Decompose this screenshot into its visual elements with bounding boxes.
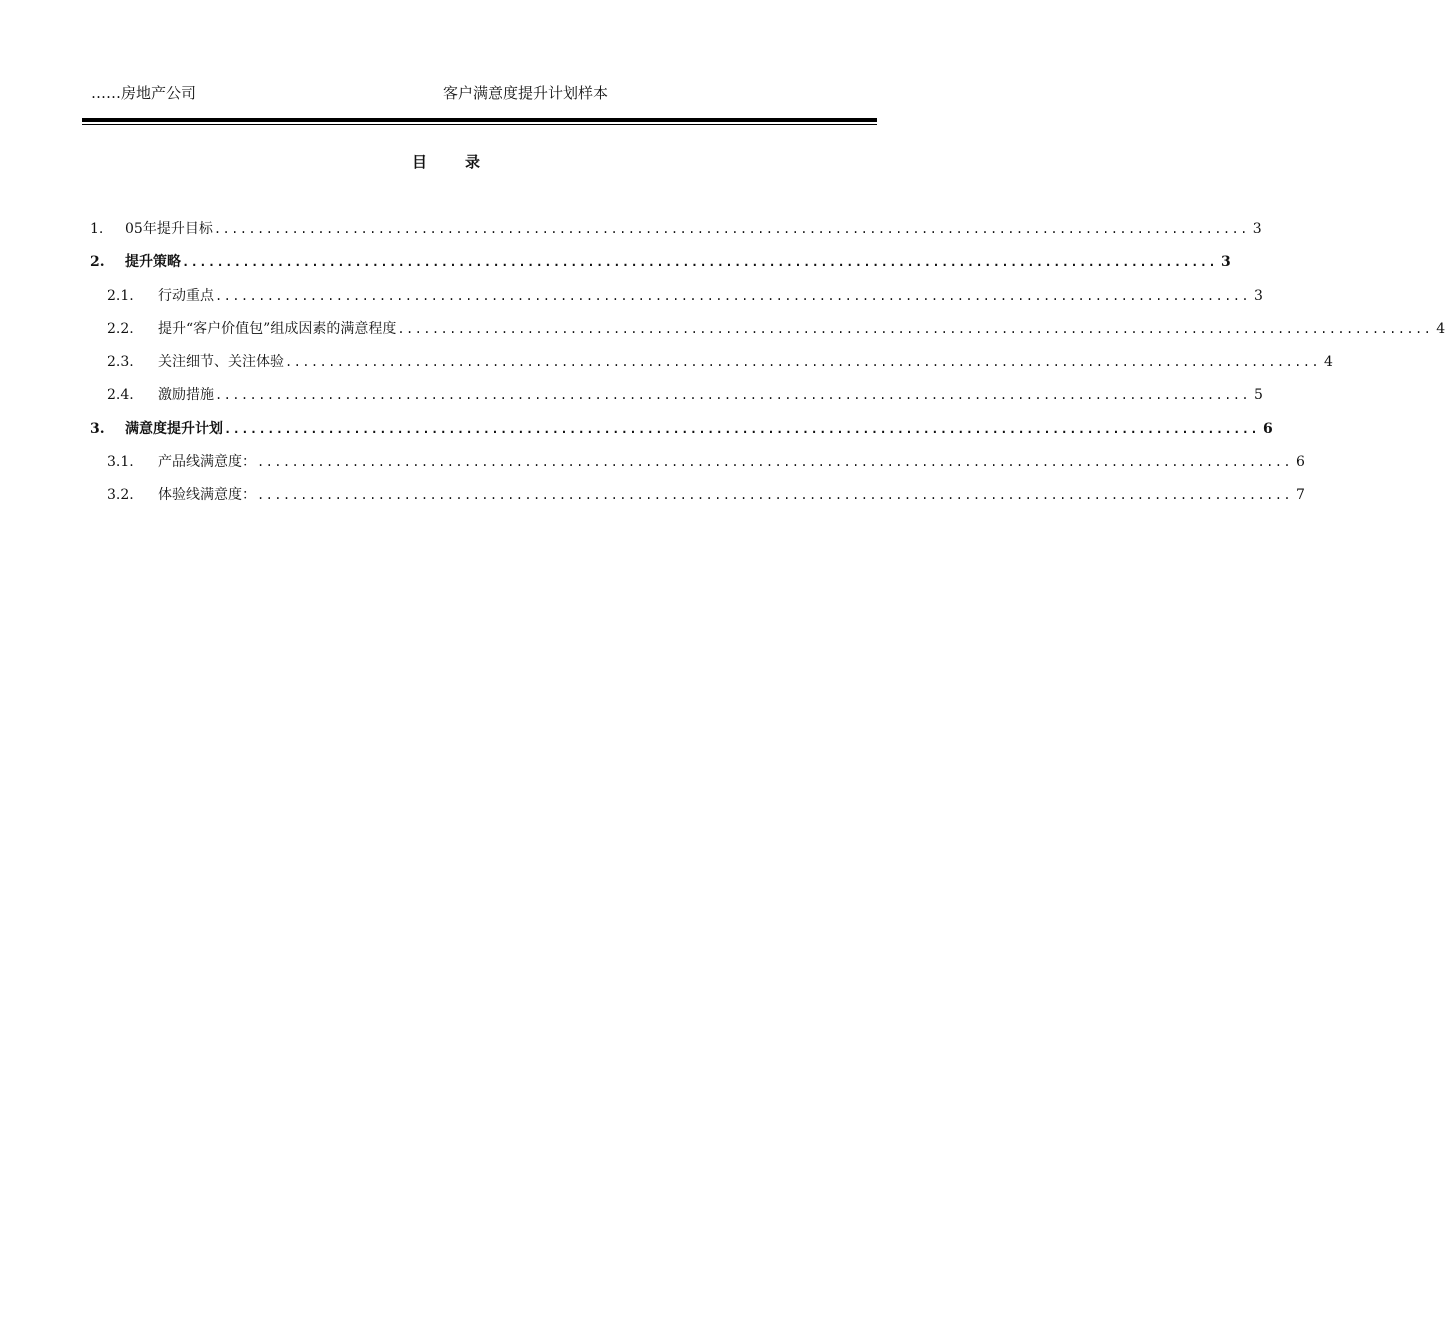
- toc-entry-number: 1.: [90, 221, 104, 237]
- toc-entry-title: 提升策略: [125, 254, 181, 271]
- toc-entry[interactable]: [90, 251, 1231, 284]
- header-rule-thin: [82, 124, 877, 125]
- toc-entry[interactable]: [90, 285, 1263, 318]
- toc-dot-leader: ........................................................................................................................: [285, 355, 1320, 370]
- toc-entry-page-number: 3: [1252, 221, 1262, 237]
- toc-entry-page-number: 4: [1323, 354, 1333, 371]
- toc-entry[interactable]: [90, 318, 1445, 351]
- toc-entry-number: 2.3.: [107, 354, 134, 371]
- header-document-title: 客户满意度提升计划样本: [443, 84, 609, 102]
- toc-entry-page-number: 4: [1436, 320, 1445, 337]
- toc-entry-title: 满意度提升计划: [125, 420, 223, 437]
- header-rule-thick: [82, 118, 877, 122]
- toc-dot-leader: ........................................................................................................................: [224, 421, 1259, 436]
- toc-dot-leader: ........................................................................................................................: [215, 288, 1250, 303]
- toc-entry-page-number: 3: [1253, 287, 1263, 304]
- toc-dot-leader: ........................................................................................................................: [397, 321, 1433, 336]
- toc-entry-title: 行动重点: [158, 287, 214, 304]
- toc-entry[interactable]: [90, 451, 1305, 484]
- table-of-contents: [90, 218, 1445, 518]
- toc-entry-number: 2.: [90, 254, 105, 271]
- toc-entry-number: 2.1.: [107, 287, 134, 304]
- toc-dot-leader: ........................................................................................................................: [182, 255, 1217, 270]
- toc-entry[interactable]: [90, 384, 1263, 417]
- toc-entry[interactable]: [90, 218, 1262, 251]
- toc-entry-title: 体验线满意度：: [158, 487, 256, 504]
- toc-entry-title: 关注细节、关注体验: [158, 354, 284, 371]
- toc-entry-page-number: 3: [1220, 254, 1231, 271]
- toc-entry-page-number: 6: [1262, 420, 1273, 437]
- toc-entry-page-number: 7: [1295, 487, 1305, 504]
- toc-entry-number: 3.2.: [107, 487, 134, 504]
- toc-entry-number: 2.4.: [107, 387, 134, 404]
- page-header: [83, 82, 877, 106]
- toc-entry[interactable]: [90, 418, 1273, 451]
- toc-heading: 目录: [412, 153, 519, 171]
- toc-entry-page-number: 6: [1295, 454, 1305, 471]
- toc-entry-number: 3.1.: [107, 454, 134, 471]
- toc-entry-page-number: 5: [1253, 387, 1263, 404]
- toc-entry[interactable]: [90, 484, 1305, 517]
- toc-entry-title: 产品线满意度：: [158, 454, 256, 471]
- toc-entry-title: 05年提升目标: [125, 221, 213, 237]
- toc-dot-leader: ........................................................................................................................: [257, 455, 1292, 470]
- toc-dot-leader: ........................................................................................................................: [215, 388, 1250, 403]
- toc-entry-title: 激励措施: [158, 387, 214, 404]
- toc-entry[interactable]: [90, 351, 1333, 384]
- toc-dot-leader: ........................................................................................................................: [257, 488, 1292, 503]
- header-company-name: ……房地产公司: [91, 84, 197, 102]
- toc-entry-title: 提升“客户价值包”组成因素的满意程度: [158, 320, 397, 337]
- toc-dot-leader: ........................................................................................................................: [213, 222, 1249, 236]
- toc-entry-number: 3.: [90, 420, 105, 437]
- toc-entry-number: 2.2.: [107, 320, 134, 337]
